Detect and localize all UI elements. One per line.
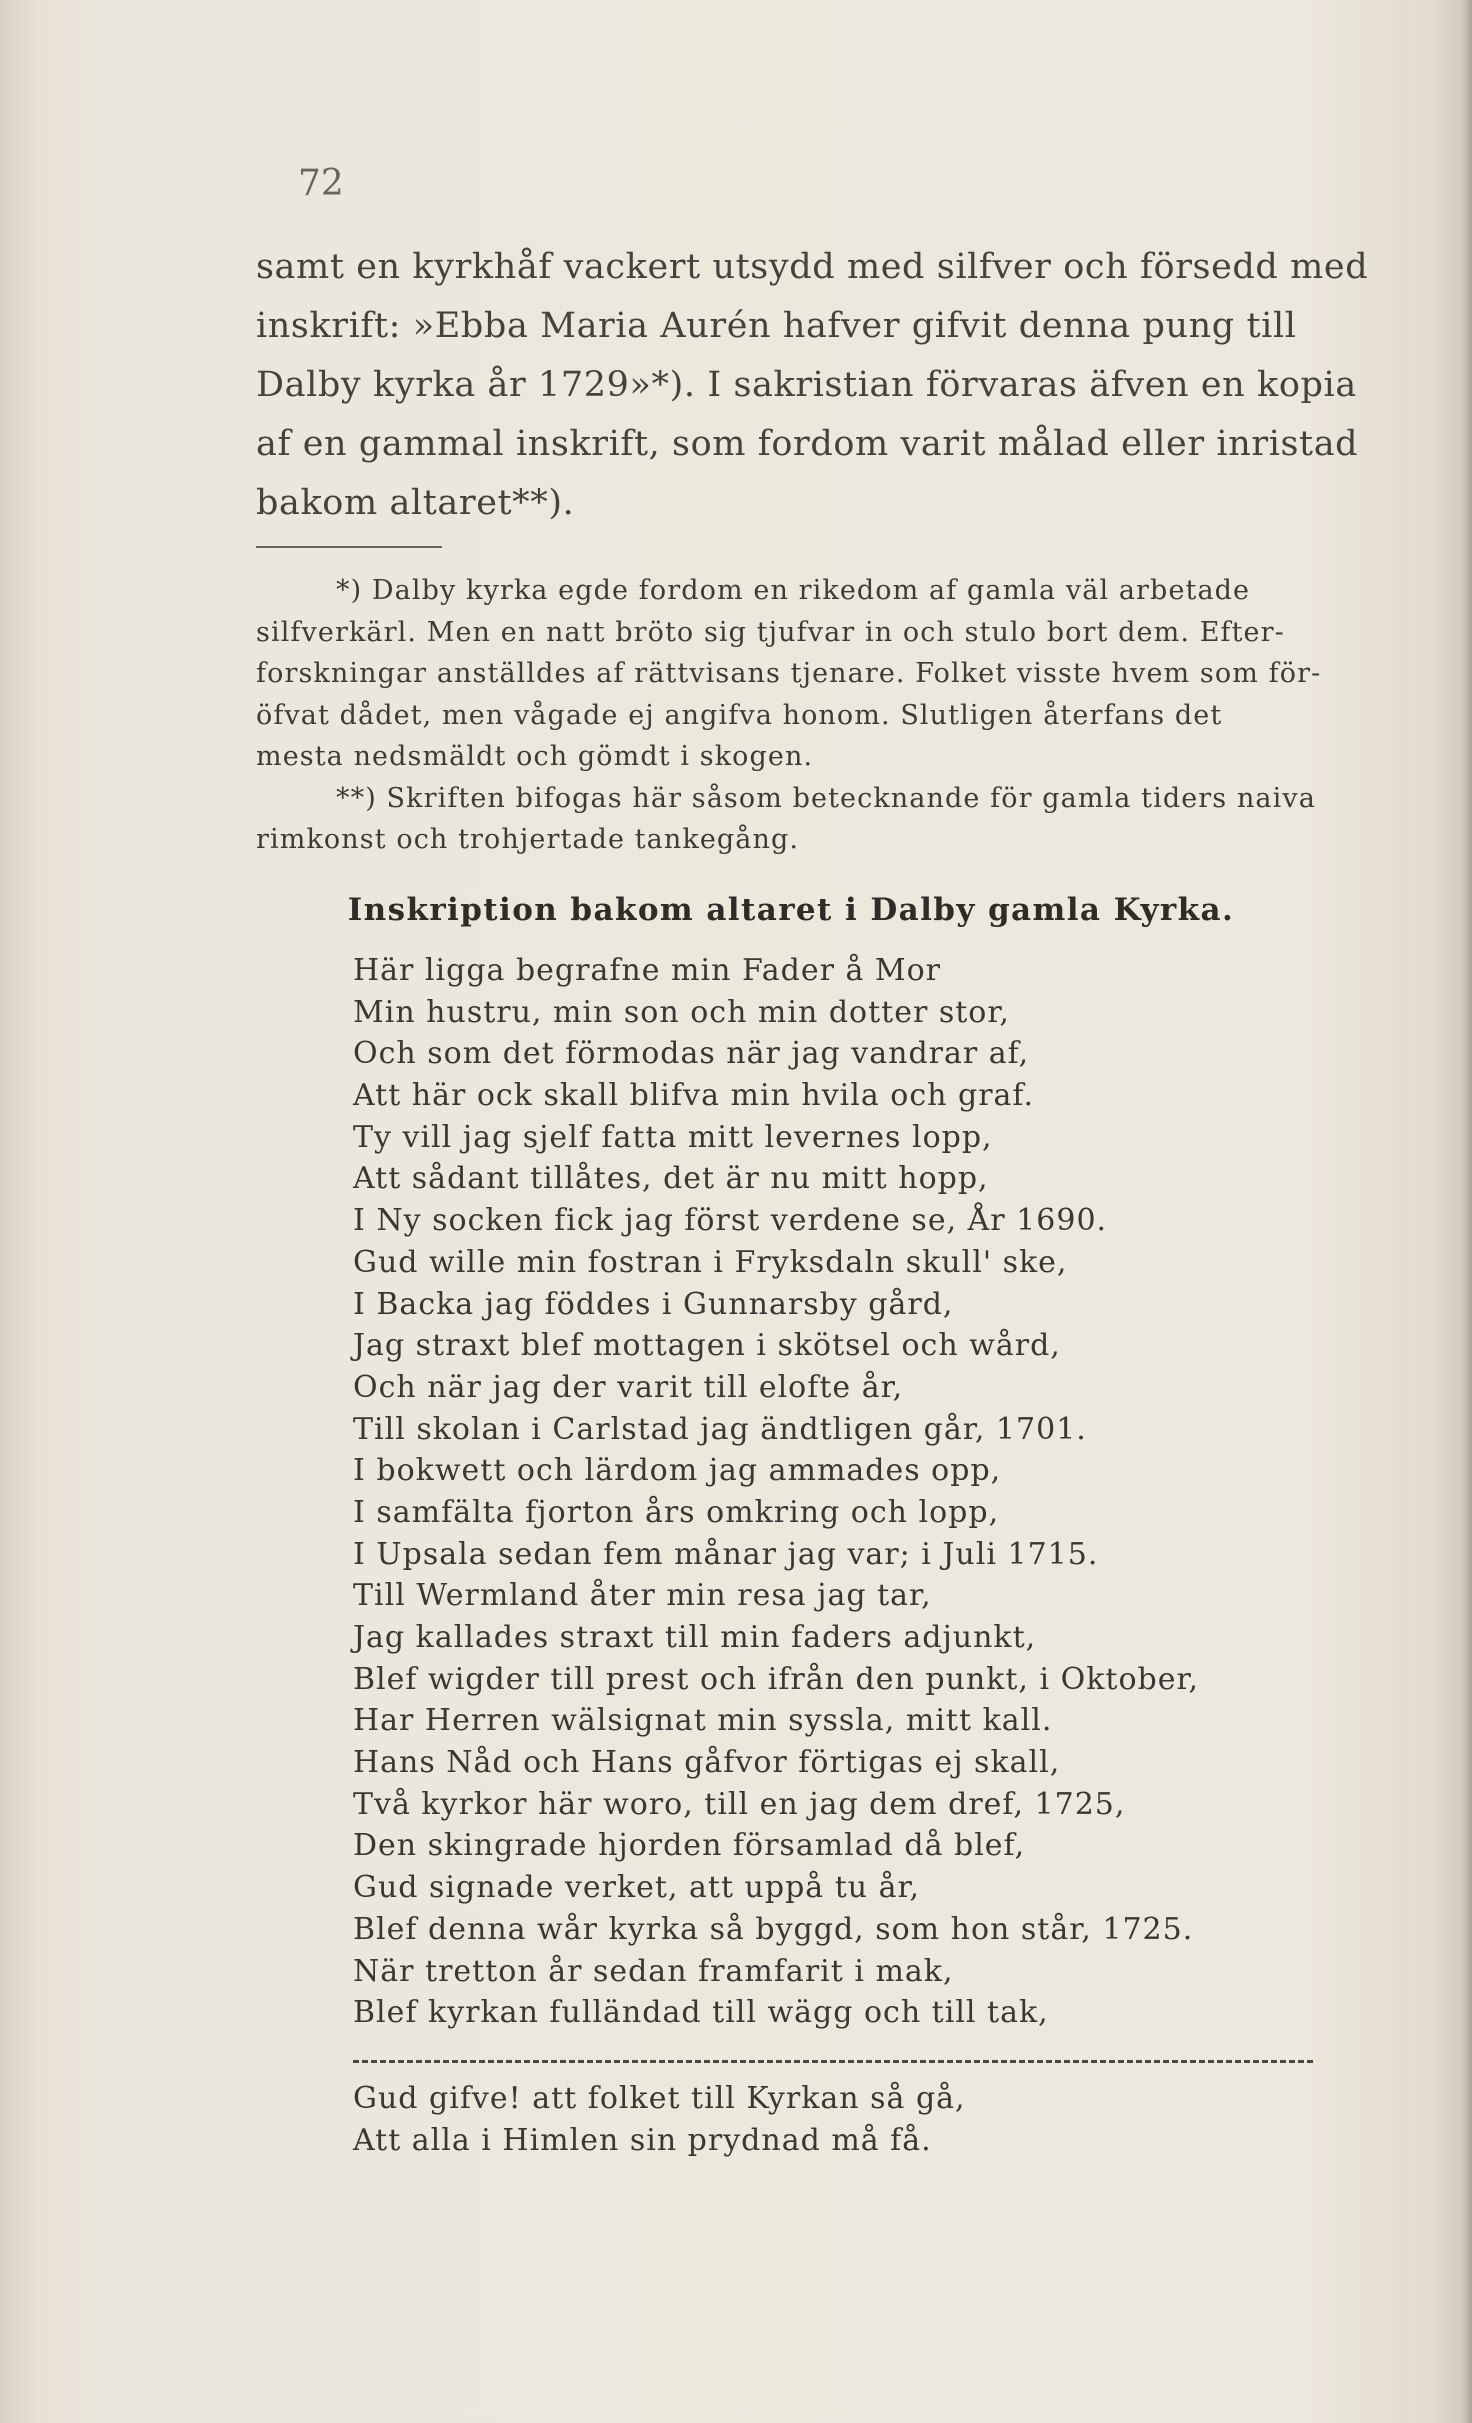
page-number: 72 (298, 163, 344, 204)
footnote-line: öfvat dådet, men vågade ej angifva honom. Slutligen återfans det (256, 699, 1223, 731)
footnote-line: **) Skriften bifogas här såsom betecknande för gamla tiders naiva (336, 782, 1316, 814)
poem-line: Den skingrade hjorden församlad då blef, (353, 1828, 1026, 1864)
paragraph-line: inskrift: »Ebba Maria Aurén hafver gifvit denna pung till (256, 306, 1297, 346)
paragraph-line: bakom altaret**). (256, 483, 575, 523)
poem-line: I Ny socken fick jag först verdene se, År 1690. (353, 1203, 1108, 1239)
poem-line: Jag kallades straxt till min faders adjunkt, (353, 1620, 1037, 1655)
poem-line: Och som det förmodas när jag vandrar af, (353, 1036, 1030, 1072)
poem-line: Gud signade verket, att uppå tu år, (353, 1870, 921, 1906)
poem (353, 950, 1433, 2034)
paragraph-line: Dalby kyrka år 1729»*). I sakristian förvaras äfven en kopia (256, 365, 1357, 405)
poem-line: Till Wermland åter min resa jag tar, (353, 1578, 932, 1614)
poem-title: Inskription bakom altaret i Dalby gamla Kyrka. (347, 892, 1235, 928)
poem-line: Till skolan i Carlstad jag ändtligen går, 1701. (353, 1411, 1087, 1447)
main-paragraph (256, 238, 1426, 533)
poem-line: När tretton år sedan framfarit i mak, (353, 1953, 954, 1989)
poem-line: Gud gifve! att folket till Kyrkan så gå, (353, 2081, 966, 2116)
poem-line: I Upsala sedan fem månar jag var; i Juli 1715. (353, 1536, 1099, 1572)
poem-closing (353, 2078, 1433, 2161)
footnote-line: rimkonst och trohjertade tankegång. (256, 824, 800, 855)
poem-line: I Backa jag föddes i Gunnarsby gård, (353, 1286, 954, 1322)
footnote-line: mesta nedsmäldt och gömdt i skogen. (256, 741, 814, 772)
poem-line: Att här ock skall blifva min hvila och graf. (353, 1078, 1035, 1114)
poem-line: Blef denna wår kyrka så byggd, som hon står, 1725. (353, 1911, 1194, 1947)
poem-line: Att sådant tillåtes, det är nu mitt hopp, (353, 1161, 989, 1197)
paragraph-line: af en gammal inskrift, som fordom varit målad eller inristad (256, 424, 1359, 464)
poem-line: I bokwett och lärdom jag ammades opp, (353, 1453, 1002, 1489)
poem-line: Jag straxt blef mottagen i skötsel och wård, (353, 1328, 1061, 1364)
poem-line: Och när jag der varit till elofte år, (353, 1369, 904, 1405)
poem-line: I samfälta fjorton års omkring och lopp, (353, 1494, 1000, 1530)
poem-line: Min hustru, min son och min dotter stor, (353, 994, 1010, 1030)
poem-line: Här ligga begrafne min Fader å Mor (353, 953, 941, 988)
footnote-line: forskningar anställdes af rättvisans tjenare. Folket visste hvem som för- (256, 658, 1322, 689)
paragraph-line: samt en kyrkhåf vackert utsydd med silfver och försedd med (256, 247, 1369, 287)
poem-line: Har Herren wälsignat min syssla, mitt kall. (353, 1703, 1053, 1739)
poem-line: Blef kyrkan fulländad till wägg och till tak, (353, 1995, 1049, 2031)
poem-line: Blef wigder till prest och ifrån den punkt, i Oktober, (353, 1661, 1200, 1697)
poem-line: Att alla i Himlen sin prydnad må få. (353, 2122, 932, 2158)
footnote-divider (256, 546, 442, 548)
page-edge-shadow (1462, 0, 1472, 2423)
footnote-line: silfverkärl. Men en natt bröto sig tjufvar in och stulo bort dem. Efter- (256, 616, 1285, 648)
footnotes (256, 570, 1426, 861)
poem-line: Två kyrkor här woro, till en jag dem dref, 1725, (353, 1786, 1126, 1822)
poem-line: Gud wille min fostran i Fryksdaln skull' ske, (353, 1244, 1068, 1280)
footnote-line: *) Dalby kyrka egde fordom en rikedom af gamla väl arbetade (336, 575, 1251, 606)
poem-line: Ty vill jag sjelf fatta mitt levernes lopp, (353, 1119, 993, 1155)
poem-line: Hans Nåd och Hans gåfvor förtigas ej skall, (353, 1745, 1061, 1781)
dashed-divider (353, 2060, 1313, 2063)
